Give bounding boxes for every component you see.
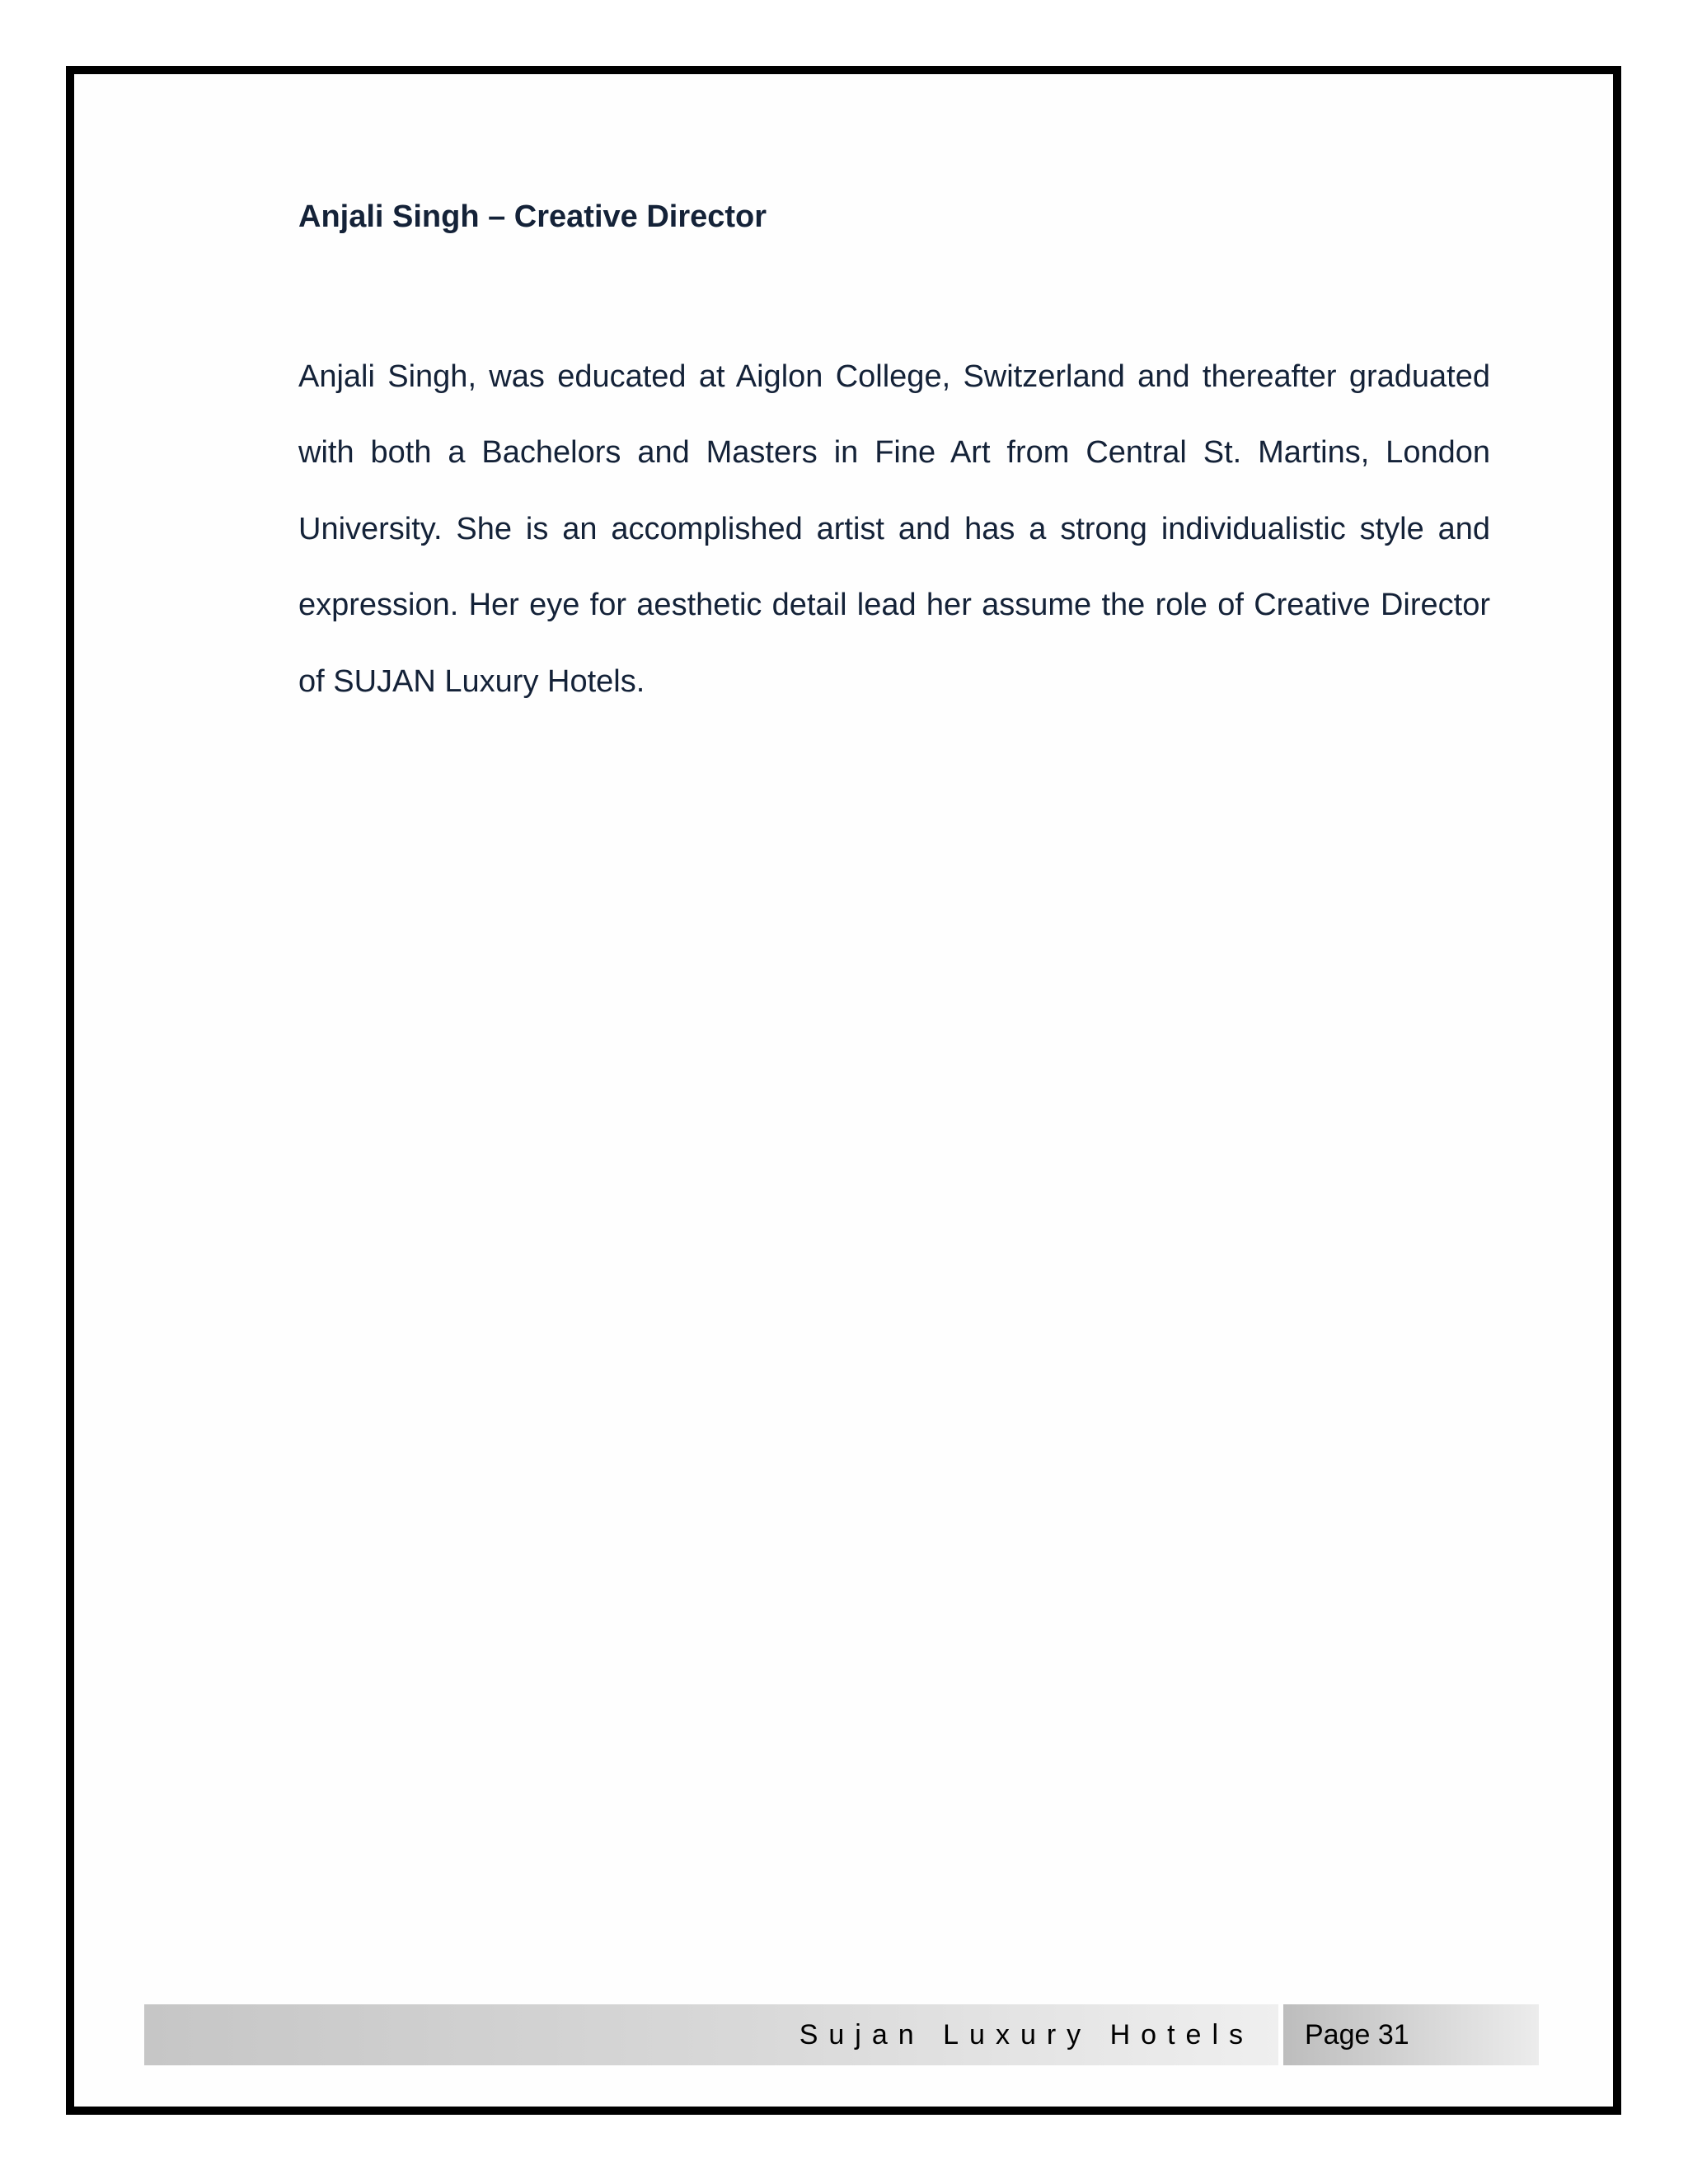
footer-brand-text: Sujan Luxury Hotels: [799, 2019, 1254, 2050]
page-number: Page 31: [1305, 2019, 1409, 2050]
page-footer: [144, 2004, 1539, 2065]
section-heading: Anjali Singh – Creative Director: [298, 199, 767, 234]
footer-page-box: [1283, 2004, 1539, 2065]
biography-paragraph: Anjali Singh, was educated at Aiglon College, Switzerland and thereafter graduated with both a Bachelors and Masters in Fine Art from Central St. Martins, London University. She is an accomplished artist and has a strong individualistic style and expression. Her eye for aesthetic detail lead her assume the role of Creative Director of SUJAN Luxury Hotels.: [298, 359, 1490, 699]
footer-brand-bar: [144, 2004, 1278, 2065]
